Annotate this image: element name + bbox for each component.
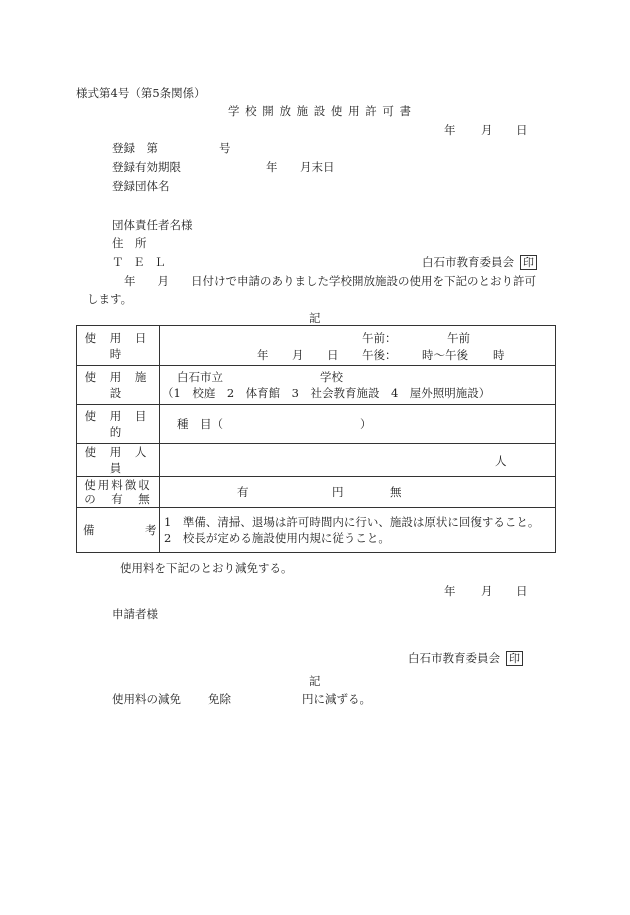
usage-datetime-label: 使 用 日 時 xyxy=(77,326,160,366)
reduction-exempt: 免除 xyxy=(208,692,231,706)
fee-label-1: 使用料徴収 xyxy=(84,478,152,492)
fee-no: 無 xyxy=(390,485,402,499)
reduction-issuer-name: 白石市教育委員会 xyxy=(408,651,500,665)
fee-label xyxy=(77,477,160,508)
row-remarks xyxy=(77,508,556,553)
intro-month: 月 xyxy=(157,274,169,288)
registration-suffix: 号 xyxy=(219,141,231,155)
representative-label: 団体責任者名様 xyxy=(112,218,193,232)
intro-line-2: します。 xyxy=(87,292,133,306)
purpose-label: 使 用 目 的 xyxy=(77,405,160,444)
purpose-event: 種 目（ xyxy=(177,417,223,431)
group-name-label: 登録団体名 xyxy=(112,179,170,193)
remarks-label xyxy=(77,508,160,553)
date-month: 月 xyxy=(481,123,493,137)
fee-yen: 円 xyxy=(332,485,344,499)
facility-school: 学校 xyxy=(320,370,343,384)
issuer-block xyxy=(422,255,537,270)
reduction-reduce: 円に減ずる。 xyxy=(302,692,371,706)
fee-label-2: の 有 無 xyxy=(84,492,152,506)
reduction-issuer-block xyxy=(408,651,523,666)
facility-options: （1 校庭 2 体育館 3 社会教育施設 4 屋外照明施設） xyxy=(162,386,491,400)
fee-yes: 有 xyxy=(237,485,249,499)
reduction-month: 月 xyxy=(481,584,493,598)
people-value xyxy=(160,444,556,477)
facility-city: 白石市立 xyxy=(177,370,223,384)
remark-item: 2 校長が定める施設使用内規に従うこと。 xyxy=(164,531,390,545)
date-day: 日 xyxy=(516,123,528,137)
fee-value xyxy=(160,477,556,508)
row-usage-datetime xyxy=(77,326,556,366)
tel-label: Ｔ Ｅ Ｌ xyxy=(112,255,169,269)
issuer-name: 白石市教育委員会 xyxy=(422,255,514,269)
remarks-label-b: 考 xyxy=(145,523,157,537)
row-fee xyxy=(77,477,556,508)
remark-item: 1 準備、清掃、退場は許可時間内に行い、施設は原状に回復すること。 xyxy=(164,515,540,529)
validity-month-end: 月末日 xyxy=(300,160,335,174)
date-year: 年 xyxy=(444,123,456,137)
validity-label: 登録有効期限 xyxy=(112,160,181,174)
remarks-value xyxy=(160,508,556,553)
document-title: 学 校 開 放 施 設 使 用 許 可 書 xyxy=(228,104,413,118)
purpose-close: ） xyxy=(360,417,372,431)
reduction-year: 年 xyxy=(444,584,456,598)
registration-label: 登録 第 xyxy=(112,141,158,155)
row-purpose xyxy=(77,405,556,444)
time-range: 時〜午後 xyxy=(422,348,468,362)
intro-year: 年 xyxy=(124,274,136,288)
ki-mark: 記 xyxy=(309,311,321,325)
usage-year: 年 xyxy=(257,348,269,362)
pm-label: 午後： xyxy=(362,348,397,362)
reduction-intro: 使用料を下記のとおり減免する。 xyxy=(120,561,293,575)
am-label: 午前： xyxy=(362,331,397,345)
people-label: 使 用 人 員 xyxy=(77,444,160,477)
validity-year: 年 xyxy=(266,160,278,174)
intro-line-1 xyxy=(124,274,536,288)
am-label-2: 午前 xyxy=(447,331,470,345)
seal-icon: 印 xyxy=(506,651,523,666)
seal-icon: 印 xyxy=(520,255,537,270)
reduction-ki-mark: 記 xyxy=(309,674,321,688)
applicant-label: 申請者様 xyxy=(112,607,158,621)
facility-value xyxy=(160,366,556,405)
hour-unit: 時 xyxy=(493,348,505,362)
usage-month: 月 xyxy=(292,348,304,362)
remarks-label-a: 備 xyxy=(83,523,95,537)
permit-table xyxy=(76,325,556,553)
form-number: 様式第4号（第5条関係） xyxy=(76,86,206,100)
facility-label: 使 用 施 設 xyxy=(77,366,160,405)
usage-day: 日 xyxy=(327,348,339,362)
row-people xyxy=(77,444,556,477)
reduction-day: 日 xyxy=(516,584,528,598)
intro-text: 日付けで申請のありました学校開放施設の使用を下記のとおり許可 xyxy=(191,274,536,288)
purpose-value xyxy=(160,405,556,444)
row-facility xyxy=(77,366,556,405)
address-label: 住 所 xyxy=(112,236,147,250)
people-unit: 人 xyxy=(495,453,507,468)
reduction-label: 使用料の減免 xyxy=(112,692,181,706)
usage-datetime-value xyxy=(160,326,556,366)
